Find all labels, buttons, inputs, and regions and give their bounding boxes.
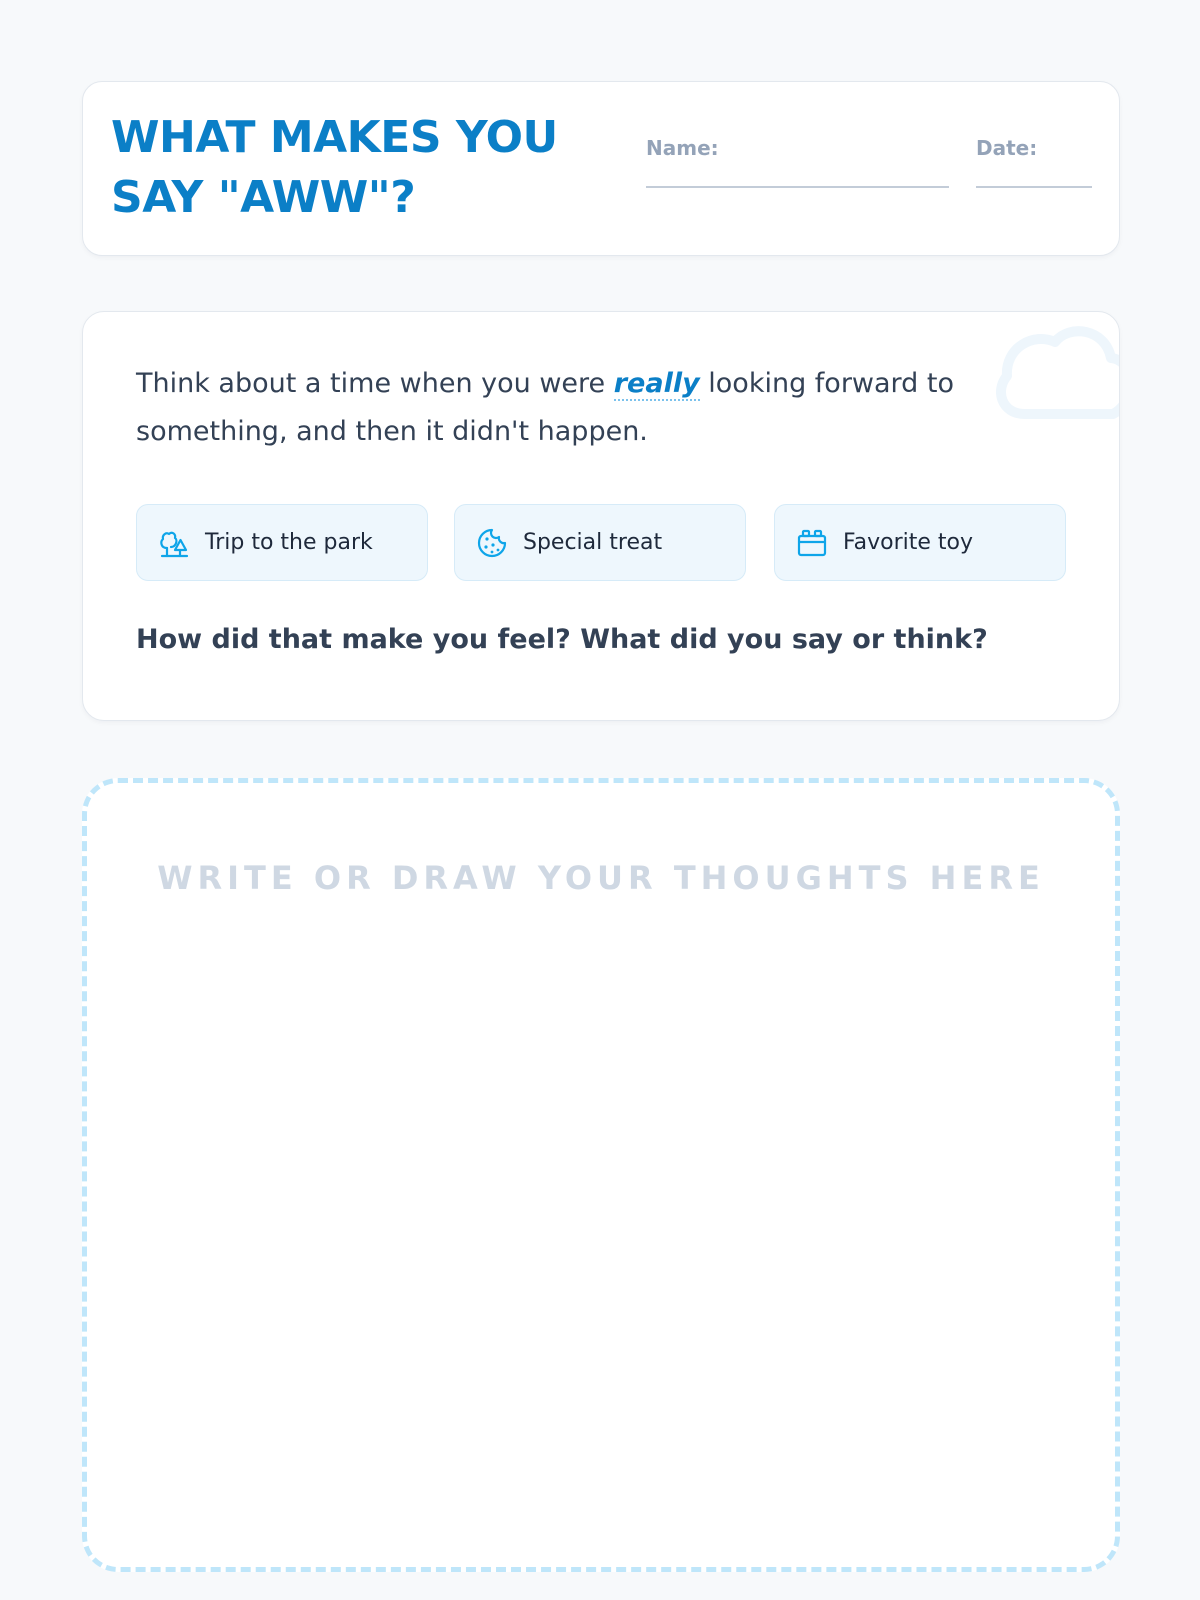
prompt-card: [82, 311, 1120, 721]
example-chips: [136, 504, 1066, 581]
page-title: WHAT MAKES YOU SAY "AWW"?: [111, 112, 558, 223]
toy-box-icon: [795, 526, 829, 560]
chip-trip-to-the-park: [136, 504, 428, 581]
chip-label: Trip to the park: [205, 530, 373, 555]
writing-area[interactable]: [82, 778, 1120, 1572]
reflection-question: How did that make you feel? What did you say or think?: [136, 624, 988, 655]
trees-icon: [157, 526, 191, 560]
date-label: Date:: [976, 136, 1038, 160]
prompt-text-end: looking forward to something, and then it didn't happen.: [136, 368, 955, 447]
prompt-emphasis: really: [613, 368, 700, 399]
writing-area-hint: WRITE OR DRAW YOUR THOUGHTS HERE: [157, 859, 1045, 897]
name-field[interactable]: [646, 136, 949, 188]
date-field[interactable]: [976, 136, 1092, 188]
cloud-icon: [987, 318, 1120, 428]
chip-label: Favorite toy: [843, 530, 974, 555]
chip-special-treat: [454, 504, 746, 581]
cookie-icon: [475, 526, 509, 560]
prompt-text: [136, 360, 966, 456]
name-label: Name:: [646, 136, 719, 160]
header-card: [82, 81, 1120, 256]
date-line[interactable]: [976, 186, 1092, 188]
prompt-text-start: Think about a time when you were: [136, 368, 614, 399]
chip-label: Special treat: [523, 530, 663, 555]
name-line[interactable]: [646, 186, 949, 188]
chip-favorite-toy: [774, 504, 1066, 581]
